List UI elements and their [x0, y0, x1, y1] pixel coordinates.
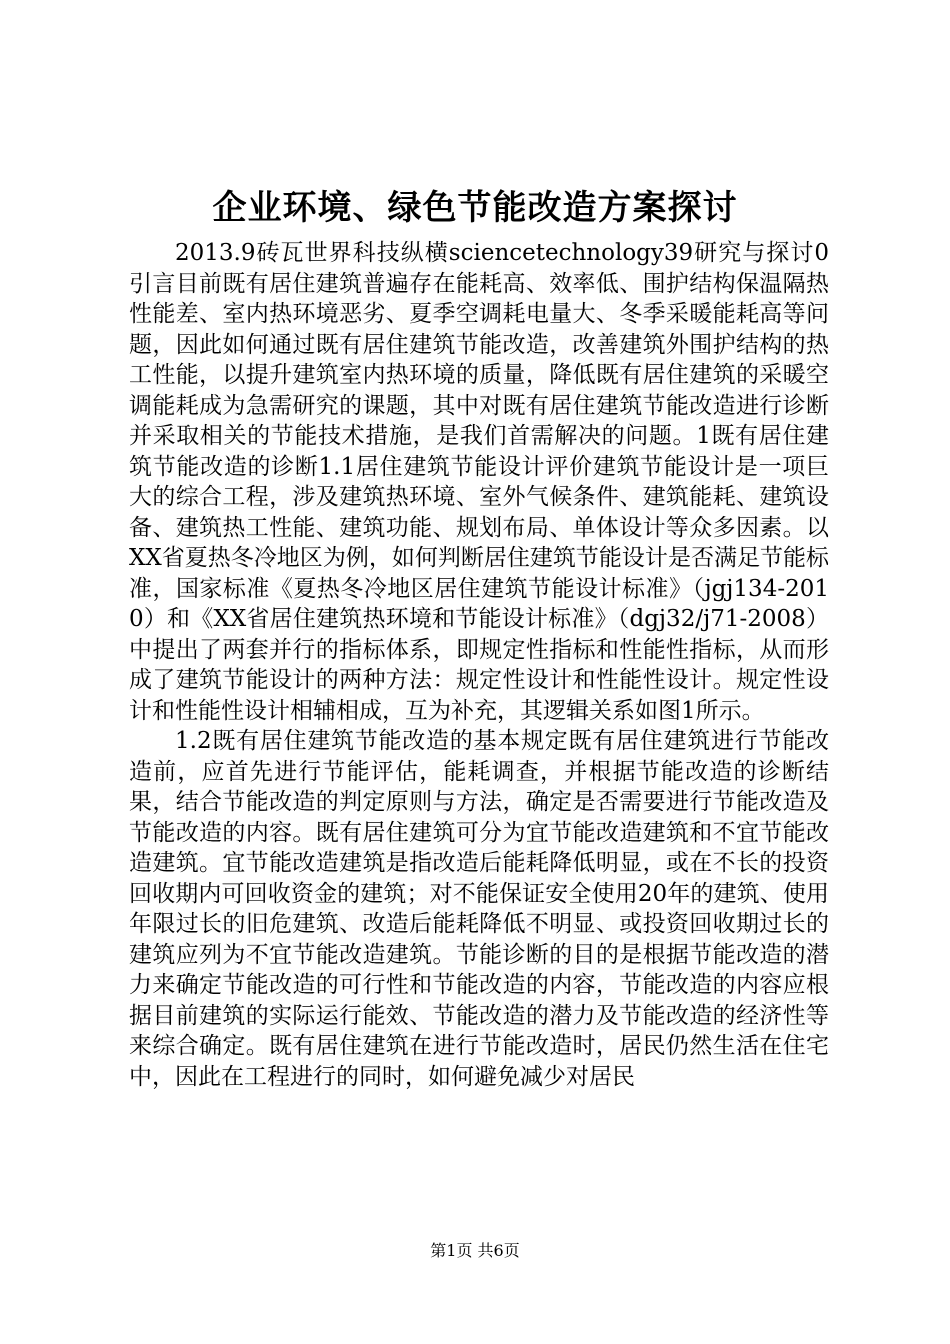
paragraph-2: 1.2既有居住建筑节能改造的基本规定既有居住建筑进行节能改造前，应首先进行节能评估，能耗调查，并根据节能改造的诊断结果，结合节能改造的判定原则与方法，确定是否需要进行节能改造及节能改造的内容。既有居住建筑可分为宜节能改造建筑和不宜节能改造建筑。宜节能改造建筑是指改造后能耗降低明显，或在不长的投资回收期内可回收资金的建筑；对不能保证安全使用20年的建筑、使用年限过长的旧危建筑、改造后能耗降低不明显、或投资回收期过长的建筑应列为不宜节能改造建筑。节能诊断的目的是根据节能改造的潜力来确定节能改造的可行性和节能改造的内容，节能改造的内容应根据目前建筑的实际运行能效、节能改造的潜力及节能改造的经济性等来综合确定。既有居住建筑在进行节能改造时，居民仍然生活在住宅中，因此在工程进行的同时，如何避免减少对居民: [129, 728, 829, 1090]
page-footer: 第1页 共6页: [430, 1241, 520, 1260]
paragraph-1: 2013.9砖瓦世界科技纵横sciencetechnology39研究与探讨0引言目前既有居住建筑普遍存在能耗高、效率低、围护结构保温隔热性能差、室内热环境恶劣、夏季空调耗电量大、冬季采暖能耗高等问题，因此如何通过既有居住建筑节能改造，改善建筑外围护结构的热工性能，以提升建筑室内热环境的质量，降低既有居住建筑的采暖空调能耗成为急需研究的课题，其中对既有居住建筑节能改造进行诊断并采取相关的节能技术措施，是我们首需解决的问题。1既有居住建筑节能改造的诊断1.1居住建筑节能设计评价建筑节能设计是一项巨大的综合工程，涉及建筑热环境、室外气候条件、建筑能耗、建筑设备、建筑热工性能、建筑功能、规划布局、单体设计等众多因素。以XX省夏热冬冷地区为例，如何判断居住建筑节能设计是否满足节能标准，国家标准《夏热冬冷地区居住建筑节能设计标准》（jgj134-2010）和《XX省居住建筑热环境和节能设计标准》（dgj32/j71-2008）中提出了两套并行的指标体系，即规定性指标和性能性指标，从而形成了建筑节能设计的两种方法：规定性设计和性能性设计。规定性设计和性能性设计相辅相成，互为补充，其逻辑关系如图1所示。: [129, 240, 829, 724]
document-title: 企业环境、绿色节能改造方案探讨: [212, 188, 738, 228]
document-body: [129, 238, 829, 1092]
